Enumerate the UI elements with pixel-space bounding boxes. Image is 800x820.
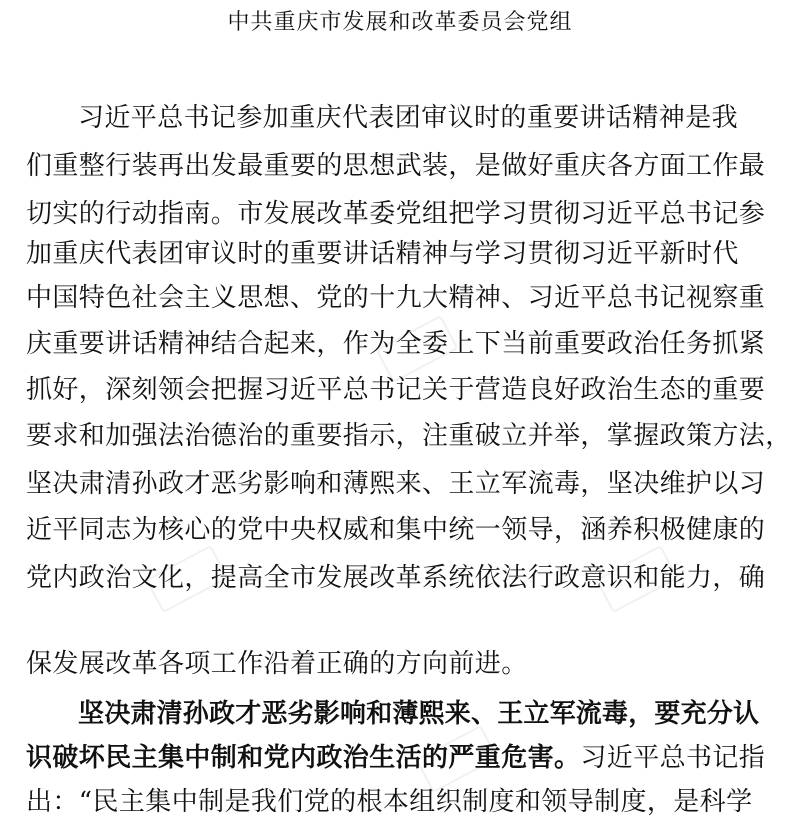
paragraph-line-cut: 出：“民主集中制是我们党的根本组织制度和领导制度，是科学 xyxy=(26,787,753,817)
paragraph-line: 要求和加强法治德治的重要指示，注重破立并举，掌握政策方法， xyxy=(26,421,792,451)
paragraph-line: 坚决肃清孙政才恶劣影响和薄熙来、王立军流毒，坚决维护以习 xyxy=(26,469,766,499)
paragraph-line: 习近平总书记参加重庆代表团审议时的重要讲话精神是我 xyxy=(78,103,739,133)
paragraph-line: 近平同志为核心的党中央权威和集中统一领导，涵养积极健康的 xyxy=(26,515,766,545)
bold-heading-text: 识破坏民主集中制和党内政治生活的严重危害。 xyxy=(26,743,581,773)
body-text: 习近平总书记指 xyxy=(580,743,766,773)
paragraph-line: 抓好，深刻领会把握习近平总书记关于营造良好政治生态的重要 xyxy=(26,375,766,405)
paragraph-line-mixed xyxy=(26,740,776,776)
paragraph-line: 加重庆代表团审议时的重要讲话精神与学习贯彻习近平新时代 xyxy=(26,239,739,269)
paragraph-line: 庆重要讲话精神结合起来，作为全委上下当前重要政治任务抓紧 xyxy=(26,329,766,359)
document-title: 中共重庆市发展和改革委员会党组 xyxy=(227,10,573,35)
paragraph-line: 保发展改革各项工作沿着正确的方向前进。 xyxy=(26,649,528,679)
paragraph-line: 们重整行装再出发最重要的思想武装，是做好重庆各方面工作最 xyxy=(26,151,766,181)
paragraph-line: 中国特色社会主义思想、党的十九大精神、习近平总书记视察重 xyxy=(26,283,766,313)
bold-heading-line: 坚决肃清孙政才恶劣影响和薄熙来、王立军流毒，要充分认 xyxy=(78,699,760,729)
paragraph-line: 党内政治文化，提高全市发展改革系统依法行政意识和能力，确 xyxy=(26,563,766,593)
paragraph-line: 切实的行动指南。市发展改革委党组把学习贯彻习近平总书记参 xyxy=(26,199,766,229)
